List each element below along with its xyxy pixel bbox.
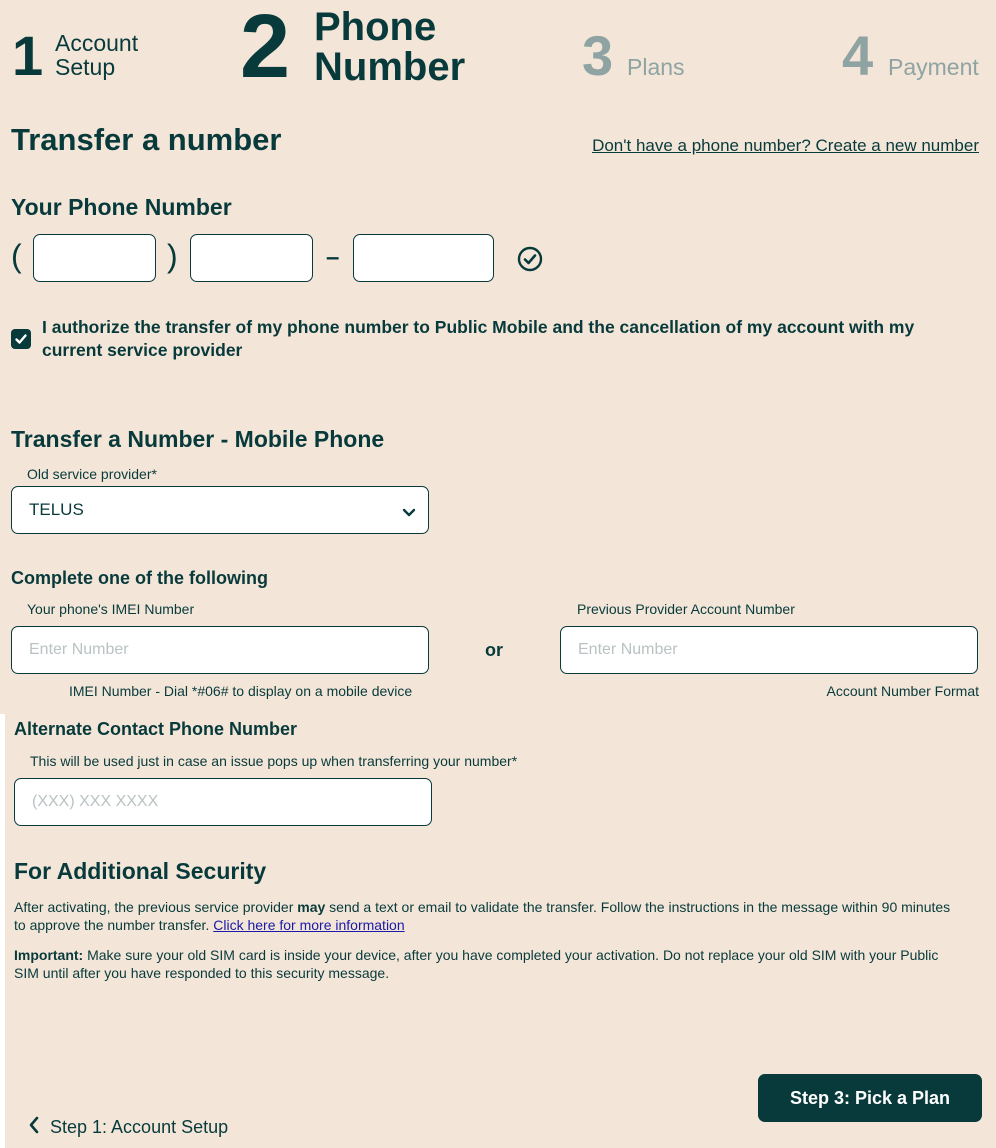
account-number-input[interactable] [560,626,978,674]
page-title: Transfer a number [11,122,282,157]
imei-label: Your phone's IMEI Number [27,601,195,617]
security-p1-bold: may [297,899,326,915]
check-circle-icon [517,246,543,277]
authorize-label-line1: I authorize the transfer of my phone number to Public Mobile and the cancellation of my account with my [42,317,915,337]
step-3-number: 3 [582,24,614,87]
step-2-label-line2: Number [314,45,466,89]
chevron-down-icon [402,505,416,523]
prefix-input[interactable] [190,234,313,282]
security-paragraph-1 [14,898,990,934]
open-paren: ( [11,238,22,274]
area-code-input[interactable] [33,234,156,282]
account-number-label: Previous Provider Account Number [577,601,795,617]
provider-label: Old service provider* [27,466,157,482]
alternate-contact-input[interactable] [14,778,432,826]
security-p1-text: After activating, the previous service provider [14,899,298,915]
account-number-placeholder: Enter Number [578,641,678,658]
or-separator: or [485,640,503,660]
line-number-input[interactable] [353,234,494,282]
imei-input[interactable] [11,626,429,674]
alternate-contact-label: This will be used just in case an issue pops up when transferring your number* [30,753,518,769]
imei-placeholder: Enter Number [29,641,129,658]
step-2-label-line1: Phone [314,5,437,49]
security-p2-bold: Important: [14,947,84,963]
page-edge [0,714,5,1148]
account-number-format-link[interactable]: Account Number Format [826,683,979,699]
security-paragraph-2 [14,946,990,982]
provider-select[interactable] [11,486,429,534]
imei-hint: IMEI Number - Dial *#06# to display on a mobile device [69,683,413,699]
complete-one-heading: Complete one of the following [11,568,268,588]
pick-plan-button[interactable]: Step 3: Pick a Plan [758,1074,982,1122]
step-4-label: Payment [888,54,979,80]
provider-value: TELUS [29,500,84,519]
step-1-number: 1 [12,24,44,87]
security-p1-text-2: send a text or email to validate the transfer. Follow the instructions in the message within 90 minutes [325,899,951,915]
authorize-checkbox[interactable] [11,329,31,349]
alternate-contact-heading: Alternate Contact Phone Number [14,719,298,739]
authorize-label-line2: current service provider [42,340,243,360]
security-p2-line1: Make sure your old SIM card is inside your device, after you have completed your activation. Do not replace your old SIM with your Public [83,947,939,963]
security-p2-line2: SIM until after you have responded to this security message. [14,965,390,981]
dash: – [326,244,340,271]
chevron-left-icon [28,1116,40,1139]
alternate-contact-placeholder: (XXX) XXX XXXX [32,793,159,810]
step-3-label: Plans [627,54,685,80]
step-4-number: 4 [842,24,874,87]
security-heading: For Additional Security [14,858,267,884]
step-2-number: 2 [240,0,291,97]
close-paren: ) [167,238,178,274]
step-1-label-line1: Account [55,30,139,56]
checkmark-icon [14,332,28,346]
create-new-number-link[interactable]: Don't have a phone number? Create a new number [592,136,979,155]
more-information-link[interactable]: Click here for more information [213,917,405,933]
step-1-label-line2: Setup [55,54,116,80]
back-link-label: Step 1: Account Setup [50,1117,229,1137]
phone-number-heading: Your Phone Number [11,194,232,220]
back-to-account-setup-link[interactable] [28,1116,228,1139]
authorize-label[interactable] [42,316,914,362]
security-p1-line2: to approve the number transfer. [14,917,214,933]
mobile-phone-heading: Transfer a Number - Mobile Phone [11,426,385,452]
